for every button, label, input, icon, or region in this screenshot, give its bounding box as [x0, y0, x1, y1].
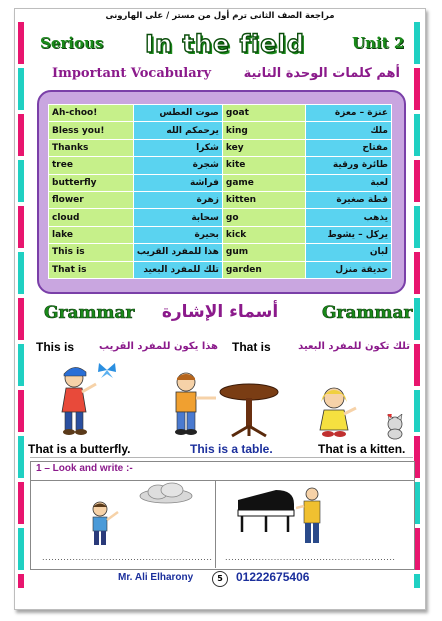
boy-pointing-illustration: [168, 368, 220, 438]
page-number: 5: [212, 571, 228, 587]
unit-label: Unit 2: [352, 34, 405, 52]
vocab-word-en: kite: [222, 157, 306, 174]
example-kitten: That is a kitten.: [318, 442, 406, 456]
vocab-meaning-ar: يذهب: [306, 209, 392, 226]
vocab-title-ar: أهم كلمات الوحدة الثانية: [243, 66, 400, 81]
footer-phone: 01222675406: [236, 570, 310, 584]
vocab-word-en: key: [222, 139, 306, 156]
vocab-word-en: cloud: [49, 209, 134, 226]
answer-line-right: ........................................................: [225, 553, 396, 562]
vocab-title-en: Important Vocabulary: [52, 66, 212, 81]
section-divider: [30, 457, 413, 458]
far-label: That is: [232, 340, 271, 354]
vocab-word-en: Ah-choo!: [49, 105, 134, 122]
example-butterfly: That is a butterfly.: [28, 442, 131, 456]
grammar-heading-left: Grammar: [44, 303, 135, 323]
vocab-row: [49, 261, 392, 278]
vocab-meaning-ar: شكرا: [133, 139, 222, 156]
vocab-word-en: king: [222, 122, 306, 139]
man-pointing-illustration: [296, 486, 330, 548]
header-top-line: مراجعة الصف الثانى ترم أول من مستر / على الهارونى: [105, 11, 335, 21]
far-description: تلك تكون للمفرد البعيد: [298, 341, 410, 352]
vocab-word-en: Bless you!: [49, 122, 134, 139]
vocab-word-en: garden: [222, 261, 306, 278]
vocab-word-en: kick: [222, 226, 306, 243]
vocab-meaning-ar: صوت العطس: [133, 105, 222, 122]
vocab-meaning-ar: يركل – يشوط: [306, 226, 392, 243]
butterfly-icon: [96, 360, 118, 380]
vocab-meaning-ar: حديقة منزل: [306, 261, 392, 278]
vocab-word-en: Thanks: [49, 139, 134, 156]
near-label: This is: [36, 340, 75, 354]
exercise-divider: [215, 480, 216, 568]
vocab-meaning-ar: فراشة: [133, 174, 222, 191]
vocab-meaning-ar: عنزة – معزة: [306, 105, 392, 122]
vocab-word-en: goat: [222, 105, 306, 122]
page-title: In the field: [145, 30, 305, 58]
grammar-heading-right: Grammar: [322, 303, 413, 323]
vocab-meaning-ar: لعبة: [306, 174, 392, 191]
vocab-row: [49, 157, 392, 174]
footer-teacher-name: Mr. Ali Elharony: [118, 572, 194, 583]
vocab-word-en: lake: [49, 226, 134, 243]
vocab-meaning-ar: شجرة: [133, 157, 222, 174]
vocab-meaning-ar: زهرة: [133, 191, 222, 208]
vocab-word-en: butterfly: [49, 174, 134, 191]
piano-illustration: [236, 486, 298, 536]
vocab-word-en: tree: [49, 157, 134, 174]
vocab-word-en: kitten: [222, 191, 306, 208]
vocab-meaning-ar: بحيرة: [133, 226, 222, 243]
cloud-illustration: [136, 482, 196, 504]
vocab-row: [49, 139, 392, 156]
vocab-row: [49, 244, 392, 261]
vocab-row: [49, 105, 392, 122]
vocab-row: [49, 209, 392, 226]
vocab-meaning-ar: ملك: [306, 122, 392, 139]
kitten-icon: [383, 414, 407, 440]
near-description: هذا يكون للمفرد القريب: [99, 341, 218, 352]
vocab-word-en: This is: [49, 244, 134, 261]
vocab-word-en: That is: [49, 261, 134, 278]
vocab-meaning-ar: يرحمكم الله: [133, 122, 222, 139]
grammar-heading-center: أسماء الإشارة: [161, 302, 279, 322]
vocab-word-en: game: [222, 174, 306, 191]
vocab-meaning-ar: سحابة: [133, 209, 222, 226]
vocab-row: [49, 122, 392, 139]
vocab-meaning-ar: قطة صغيرة: [306, 191, 392, 208]
vocab-word-en: go: [222, 209, 306, 226]
table-illustration: [218, 382, 280, 438]
vocab-row: [49, 174, 392, 191]
vocab-word-en: gum: [222, 244, 306, 261]
exercise-title: 1 – Look and write :-: [36, 463, 133, 474]
vocab-meaning-ar: هذا للمفرد القريب: [133, 244, 222, 261]
left-border-stripe: [18, 22, 24, 588]
example-table: This is a table.: [190, 442, 273, 456]
vocab-row: [49, 226, 392, 243]
vocab-word-en: flower: [49, 191, 134, 208]
vocab-meaning-ar: مفتاح: [306, 139, 392, 156]
answer-line-left: ........................................................: [42, 553, 213, 562]
boy-cloud-illustration: [86, 500, 122, 550]
vocab-meaning-ar: طائرة ورقية: [306, 157, 392, 174]
vocab-table: [48, 104, 392, 279]
vocab-meaning-ar: لبان: [306, 244, 392, 261]
vocab-row: [49, 191, 392, 208]
girl-kitten-illustration: [312, 384, 360, 440]
vocab-meaning-ar: تلك للمفرد البعيد: [133, 261, 222, 278]
header-serious: Serious: [40, 34, 104, 52]
